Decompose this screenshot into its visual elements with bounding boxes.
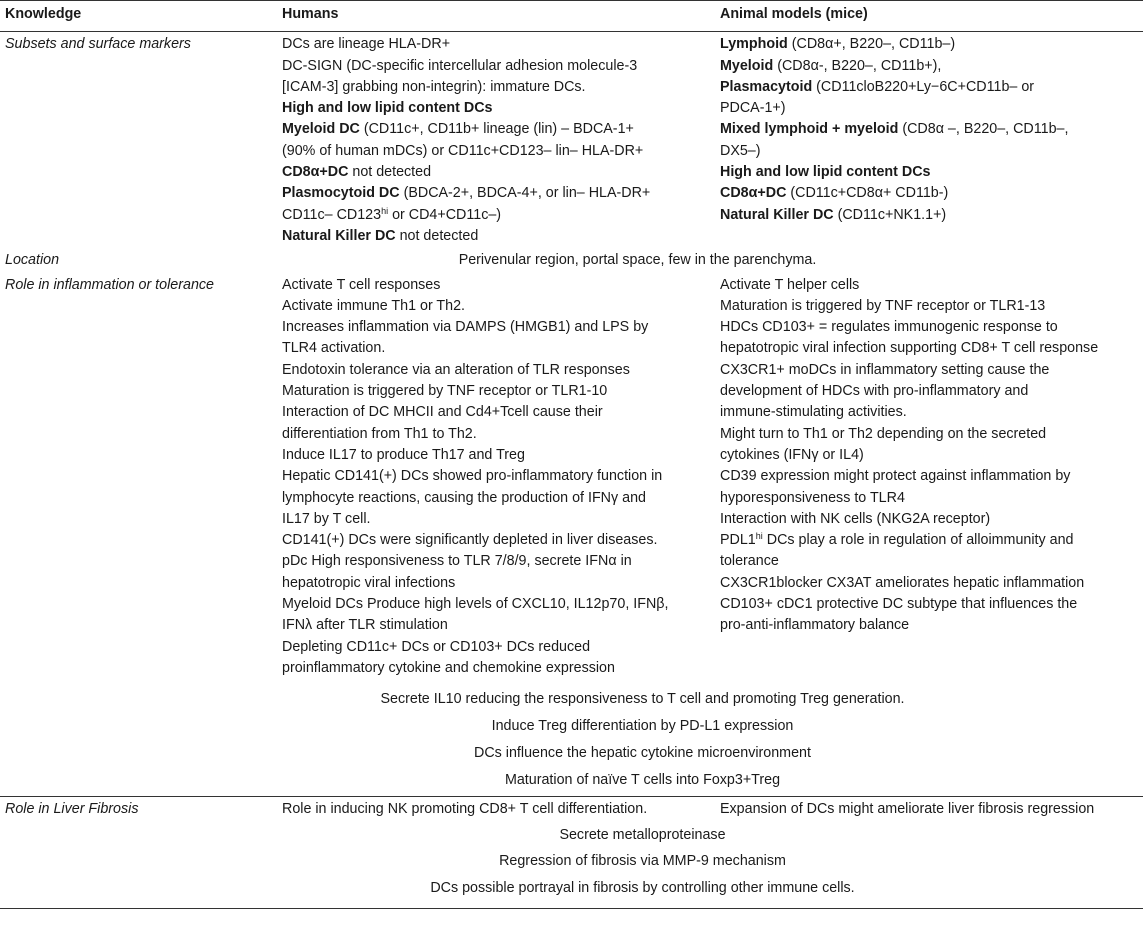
cell-line: tolerance xyxy=(720,553,779,570)
cell-line: Hepatic CD141(+) DCs showed pro-inflammatory function in xyxy=(282,468,663,485)
cell-line: Natural Killer DC not detected xyxy=(282,227,479,244)
cell-line: HDCs CD103+ = regulates immunogenic response to xyxy=(720,319,1058,336)
shared-line: Secrete IL10 reducing the responsiveness to T cell and promoting Treg generation. xyxy=(380,691,905,708)
cell-line: High and low lipid content DCs xyxy=(282,100,493,117)
header-animal-models: Animal models (mice) xyxy=(720,1,1143,32)
cell-line: CD39 expression might protect against inflammation by xyxy=(720,468,1071,485)
cell-line: Plasmacytoid (CD11cloB220+Ly−6C+CD11b– or xyxy=(720,78,1035,95)
cell-line: hepatotropic viral infection supporting CD8+ T cell response xyxy=(720,340,1099,357)
cell-line: CD141(+) DCs were significantly depleted in liver diseases. xyxy=(282,532,658,549)
cell-line: hyporesponsiveness to TLR4 xyxy=(720,489,905,506)
cell-line: CD103+ cDC1 protective DC subtype that influences the xyxy=(720,596,1078,613)
cell-line: Myeloid DCs Produce high levels of CXCL10, IL12p70, IFNβ, xyxy=(282,596,669,613)
cell-line: Activate immune Th1 or Th2. xyxy=(282,297,466,314)
cell-line: cytokines (IFNγ or IL4) xyxy=(720,446,864,463)
shared-line: DCs possible portrayal in fibrosis by controlling other immune cells. xyxy=(430,880,855,897)
cell-line: lymphocyte reactions, causing the production of IFNγ and xyxy=(282,489,646,506)
cell-line: CX3CR1+ moDCs in inflammatory setting cause the xyxy=(720,361,1050,378)
cell-line: development of HDCs with pro-inflammatory and xyxy=(720,383,1029,400)
cell-line: Myeloid DC (CD11c+, CD11b+ lineage (lin) – BDCA-1+ xyxy=(282,121,634,138)
cell-line: Interaction of DC MHCII and Cd4+Tcell cause their xyxy=(282,404,603,421)
cell-line: Activate T helper cells xyxy=(720,276,860,293)
fibrosis-row xyxy=(0,797,1143,821)
cell-line: Maturation is triggered by TNF receptor or TLR1-10 xyxy=(282,383,608,400)
inflammation-shared-row xyxy=(0,685,1143,797)
cell-line: IFNλ after TLR stimulation xyxy=(282,617,448,634)
header-humans: Humans xyxy=(282,1,720,32)
shared-line: Secrete metalloproteinase xyxy=(559,826,726,843)
cell-line: (90% of human mDCs) or CD11c+CD123– lin– HLA-DR+ xyxy=(282,142,644,159)
cell-line: Increases inflammation via DAMPS (HMGB1) and LPS by xyxy=(282,319,649,336)
cell-line: High and low lipid content DCs xyxy=(720,164,931,181)
shared-line: Regression of fibrosis via MMP-9 mechanism xyxy=(499,853,786,870)
cell-line: Endotoxin tolerance via an alteration of TLR responses xyxy=(282,361,630,378)
cell-line: CD8α+DC not detected xyxy=(282,164,432,181)
cell-line: CD11c– $CD123^{hi}$ or CD4+CD11c–) xyxy=(282,205,502,223)
cell-line: Depleting CD11c+ DCs or CD103+ DCs reduced xyxy=(282,638,591,655)
subsets-humans xyxy=(282,32,720,247)
cell-line: CD8α+DC (CD11c+CD8α+ CD11b-) xyxy=(720,185,949,202)
location-label: Location xyxy=(5,252,60,269)
inflammation-humans xyxy=(282,275,720,686)
fibrosis-label: Role in Liver Fibrosis xyxy=(5,801,139,818)
cell-line: Maturation is triggered by TNF receptor or TLR1-13 xyxy=(720,297,1046,314)
fibrosis-shared-row xyxy=(0,821,1143,909)
cell-line: DX5–) xyxy=(720,142,761,159)
cell-line: TLR4 activation. xyxy=(282,340,386,357)
cell-line: pro-anti-inflammatory balance xyxy=(720,617,910,634)
cell-line: Might turn to Th1 or Th2 depending on the secreted xyxy=(720,425,1047,442)
inflammation-animal xyxy=(720,275,1143,686)
cell-line: [ICAM-3] grabbing non-integrin): immature DCs. xyxy=(282,78,586,95)
inflammation-row xyxy=(0,275,1143,686)
cell-line: Mixed lymphoid + myeloid (CD8α –, B220–, CD11b–, xyxy=(720,121,1069,138)
cell-line: PDCA-1+) xyxy=(720,100,786,117)
cell-line: hepatotropic viral infections xyxy=(282,574,456,591)
cell-line: DCs are lineage HLA-DR+ xyxy=(282,36,451,53)
location-text: Perivenular region, portal space, few in the parenchyma. xyxy=(458,252,817,269)
cell-line: differentiation from Th1 to Th2. xyxy=(282,425,477,442)
cell-line: Lymphoid (CD8α+, B220–, CD11b–) xyxy=(720,36,956,53)
location-row xyxy=(0,247,1143,274)
cell-line: Plasmocytoid DC (BDCA-2+, BDCA-4+, or lin– HLA-DR+ xyxy=(282,185,651,202)
cell-line: Myeloid (CD8α-, B220–, CD11b+), xyxy=(720,57,942,74)
shared-line: Induce Treg differentiation by PD-L1 expression xyxy=(491,718,794,734)
cell-line: CX3CR1blocker CX3AT ameliorates hepatic inflammation xyxy=(720,574,1085,591)
shared-line: DCs influence the hepatic cytokine microenvironment xyxy=(474,744,811,761)
cell-line: Natural Killer DC (CD11c+NK1.1+) xyxy=(720,206,947,223)
cell-line: pDc High responsiveness to TLR 7/8/9, secrete IFNα in xyxy=(282,553,632,570)
fibrosis-shared xyxy=(282,821,1143,909)
fibrosis-humans: Role in inducing NK promoting CD8+ T cell differentiation. xyxy=(282,801,648,818)
subsets-row xyxy=(0,32,1143,247)
header-row xyxy=(0,1,1143,32)
header-knowledge: Knowledge xyxy=(0,1,282,32)
shared-line: Maturation of naïve T cells into Foxp3+Treg xyxy=(504,771,781,788)
cell-line: proinflammatory cytokine and chemokine expression xyxy=(282,659,615,676)
subsets-label: Subsets and surface markers xyxy=(5,36,191,53)
cell-line: immune-stimulating activities. xyxy=(720,404,907,421)
cell-line: Activate T cell responses xyxy=(282,276,441,293)
cell-line: Interaction with NK cells (NKG2A receptor) xyxy=(720,510,991,527)
inflammation-label: Role in inflammation or tolerance xyxy=(5,276,214,293)
inflammation-shared xyxy=(282,685,1143,797)
cell-line: IL17 by T cell. xyxy=(282,510,371,527)
subsets-animal xyxy=(720,32,1143,247)
cell-line: $PDL1^{hi}$ DCs play a role in regulation of alloimmunity and xyxy=(720,531,1074,549)
cell-line: DC-SIGN (DC-specific intercellular adhesion molecule-3 xyxy=(282,57,638,74)
cell-line: Induce IL17 to produce Th17 and Treg xyxy=(282,446,525,463)
fibrosis-animal: Expansion of DCs might ameliorate liver fibrosis regression xyxy=(720,801,1095,818)
